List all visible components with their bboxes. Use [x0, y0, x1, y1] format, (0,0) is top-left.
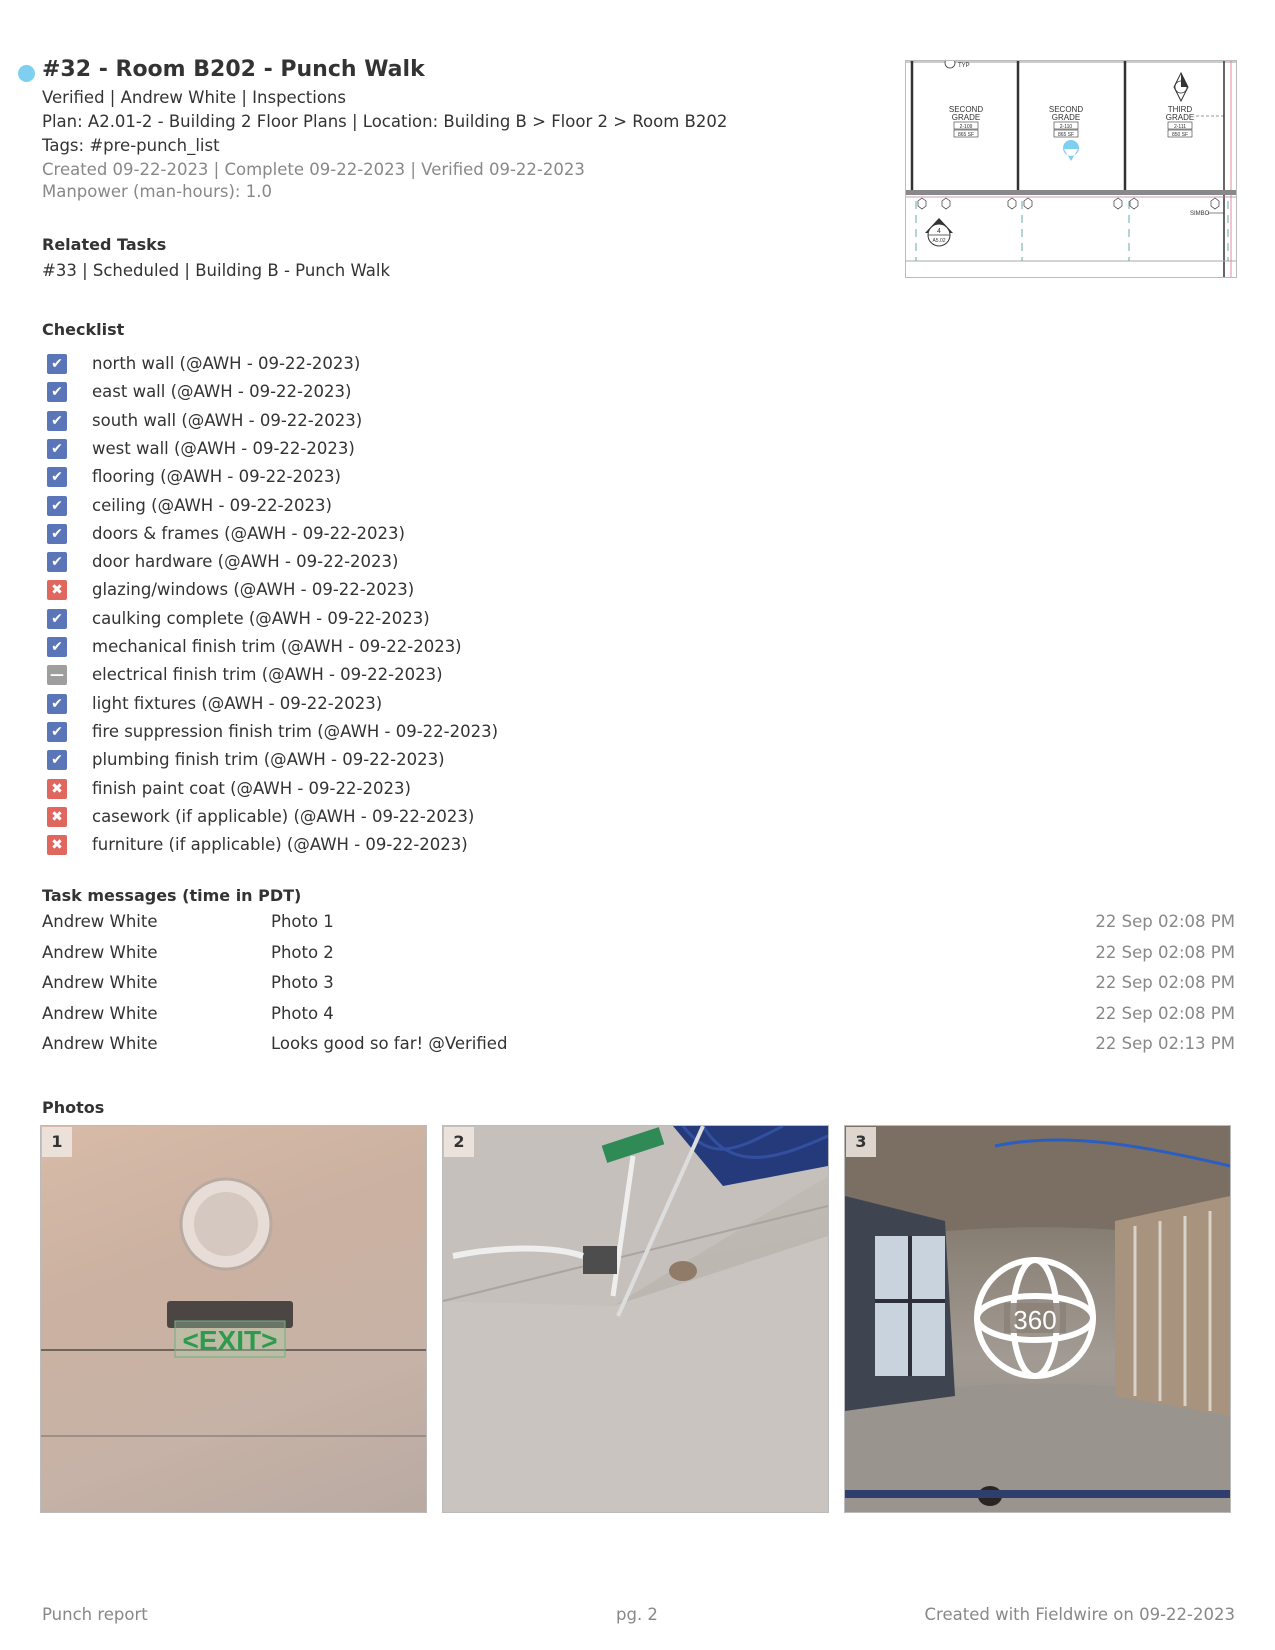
checklist-item-label: fire suppression finish trim (@AWH - 09-22-2023): [92, 721, 499, 741]
message-author: Andrew White: [42, 973, 158, 992]
message-time: 22 Sep 02:08 PM: [1095, 973, 1235, 992]
room-3-number: 2-111: [1173, 124, 1187, 130]
checklist-item-label: mechanical finish trim (@AWH - 09-22-2023): [92, 637, 462, 656]
section-sheet: A5.02: [932, 238, 946, 244]
photo-2[interactable]: [442, 1125, 829, 1513]
checkbox-checked-icon[interactable]: ✔: [47, 411, 67, 431]
tags-line: Tags: #pre-punch_list: [42, 136, 220, 155]
messages-heading: Task messages (time in PDT): [42, 886, 302, 905]
checkbox-failed-icon[interactable]: ✖: [47, 779, 67, 799]
message-author: Andrew White: [42, 1003, 158, 1023]
checkbox-checked-icon[interactable]: ✔: [47, 694, 67, 714]
message-row: [42, 943, 1235, 967]
checkbox-checked-icon[interactable]: ✔: [47, 722, 67, 742]
message-author: Andrew White: [42, 912, 158, 931]
message-time: 22 Sep 02:08 PM: [1095, 912, 1235, 931]
exit-sign-text: <EXIT>: [182, 1325, 278, 1356]
room-1-name1: SECOND: [948, 105, 984, 114]
plan-thumbnail: [905, 60, 1237, 278]
photo-1-number: 1: [42, 1127, 72, 1157]
footer-created-with: Created with Fieldwire on 09-22-2023: [924, 1605, 1235, 1624]
room-3-name1: THIRD: [1167, 105, 1193, 114]
task-title: #32 - Room B202 - Punch Walk: [42, 57, 425, 82]
footer-page-number: pg. 2: [616, 1605, 658, 1624]
related-task-link[interactable]: #33 | Scheduled | Building B - Punch Walk: [42, 261, 391, 280]
room-2-number: 2-110: [1059, 124, 1073, 130]
status-line: Verified | Andrew White | Inspections: [42, 88, 346, 107]
dates-line: Created 09-22-2023 | Complete 09-22-2023 | Verified 09-22-2023: [42, 160, 585, 179]
checkbox-checked-icon[interactable]: ✔: [47, 637, 67, 657]
checklist-item-label: plumbing finish trim (@AWH - 09-22-2023): [92, 750, 445, 770]
checklist-item-label: west wall (@AWH - 09-22-2023): [92, 438, 355, 458]
room-1-area: 865 SF: [957, 132, 975, 138]
plan-line: Plan: A2.01-2 - Building 2 Floor Plans | Location: Building B > Floor 2 > Room B202: [42, 112, 728, 131]
message-author: Andrew White: [42, 1034, 158, 1053]
checklist-heading: Checklist: [42, 320, 125, 339]
message-time: 22 Sep 02:08 PM: [1095, 1003, 1235, 1023]
room-2-area: 865 SF: [1057, 132, 1075, 138]
room-1-name2: GRADE: [951, 113, 981, 122]
checklist-item-label: flooring (@AWH - 09-22-2023): [92, 467, 341, 487]
photo-2-number: 2: [444, 1127, 474, 1157]
section-number: 4: [937, 228, 941, 235]
checkbox-failed-icon[interactable]: ✖: [47, 807, 67, 827]
simbo-label: SIMBO: [1190, 211, 1210, 217]
checklist-item-label: ceiling (@AWH - 09-22-2023): [92, 495, 332, 515]
checklist-item-label: glazing/windows (@AWH - 09-22-2023): [92, 580, 415, 600]
checkbox-checked-icon[interactable]: ✔: [47, 354, 67, 374]
checklist-item-label: north wall (@AWH - 09-22-2023): [92, 354, 361, 373]
checklist-item-label: casework (if applicable) (@AWH - 09-22-2023): [92, 806, 475, 826]
room-2-name1: SECOND: [1048, 105, 1084, 114]
message-row: [42, 1034, 1235, 1058]
manpower-line: Manpower (man-hours): 1.0: [42, 182, 272, 201]
typ-label: TYP: [958, 63, 970, 69]
message-time: 22 Sep 02:13 PM: [1095, 1034, 1235, 1053]
room-2-name2: GRADE: [1051, 113, 1081, 122]
checklist-item-label: doors & frames (@AWH - 09-22-2023): [92, 523, 405, 543]
checklist-item-label: south wall (@AWH - 09-22-2023): [92, 410, 363, 430]
checkbox-checked-icon[interactable]: ✔: [47, 439, 67, 459]
checklist-item-label: light fixtures (@AWH - 09-22-2023): [92, 693, 383, 713]
room-1-number: 2-109: [959, 124, 973, 130]
checklist-item-label: electrical finish trim (@AWH - 09-22-2023): [92, 665, 443, 685]
checkbox-checked-icon[interactable]: ✔: [47, 382, 67, 402]
checklist-item-label: finish paint coat (@AWH - 09-22-2023): [92, 778, 411, 798]
message-author: Andrew White: [42, 942, 158, 962]
checkbox-checked-icon[interactable]: ✔: [47, 496, 67, 516]
plan-drawing: [906, 61, 1236, 277]
checkbox-checked-icon[interactable]: ✔: [47, 609, 67, 629]
checkbox-checked-icon[interactable]: ✔: [47, 552, 67, 572]
footer-report-name: Punch report: [42, 1605, 148, 1624]
photos-heading: Photos: [42, 1098, 105, 1117]
message-text: Looks good so far! @Verified: [271, 1034, 508, 1053]
checklist-item-label: east wall (@AWH - 09-22-2023): [92, 382, 352, 402]
message-text: Photo 1: [271, 912, 334, 931]
360-view-icon[interactable]: [970, 1253, 1100, 1383]
checkbox-checked-icon[interactable]: ✔: [47, 524, 67, 544]
photo-3-number: 3: [846, 1127, 876, 1157]
message-text: Photo 4: [271, 1003, 334, 1023]
message-time: 22 Sep 02:08 PM: [1095, 942, 1235, 962]
exit-sign-photo: [41, 1126, 426, 1512]
message-text: Photo 2: [271, 942, 334, 962]
checkbox-failed-icon[interactable]: ✖: [47, 835, 67, 855]
checkbox-checked-icon[interactable]: ✔: [47, 467, 67, 487]
message-row: [42, 912, 1235, 936]
360-badge-text: 360: [1013, 1305, 1057, 1335]
checkbox-na-icon[interactable]: —: [47, 665, 67, 685]
photo-3[interactable]: [844, 1125, 1231, 1513]
checkbox-failed-icon[interactable]: ✖: [47, 580, 67, 600]
checklist-item-label: furniture (if applicable) (@AWH - 09-22-2023): [92, 835, 468, 855]
room-3-name2: GRADE: [1165, 113, 1195, 122]
checklist-item-label: door hardware (@AWH - 09-22-2023): [92, 552, 399, 572]
message-row: [42, 1004, 1235, 1028]
ceiling-photo: [443, 1126, 828, 1512]
checkbox-checked-icon[interactable]: ✔: [47, 750, 67, 770]
status-dot: [18, 65, 35, 82]
message-text: Photo 3: [271, 973, 334, 992]
related-tasks-heading: Related Tasks: [42, 235, 167, 254]
checklist-item-label: caulking complete (@AWH - 09-22-2023): [92, 608, 430, 628]
message-row: [42, 973, 1235, 997]
photo-1[interactable]: [40, 1125, 427, 1513]
room-3-area: 850 SF: [1171, 132, 1189, 138]
